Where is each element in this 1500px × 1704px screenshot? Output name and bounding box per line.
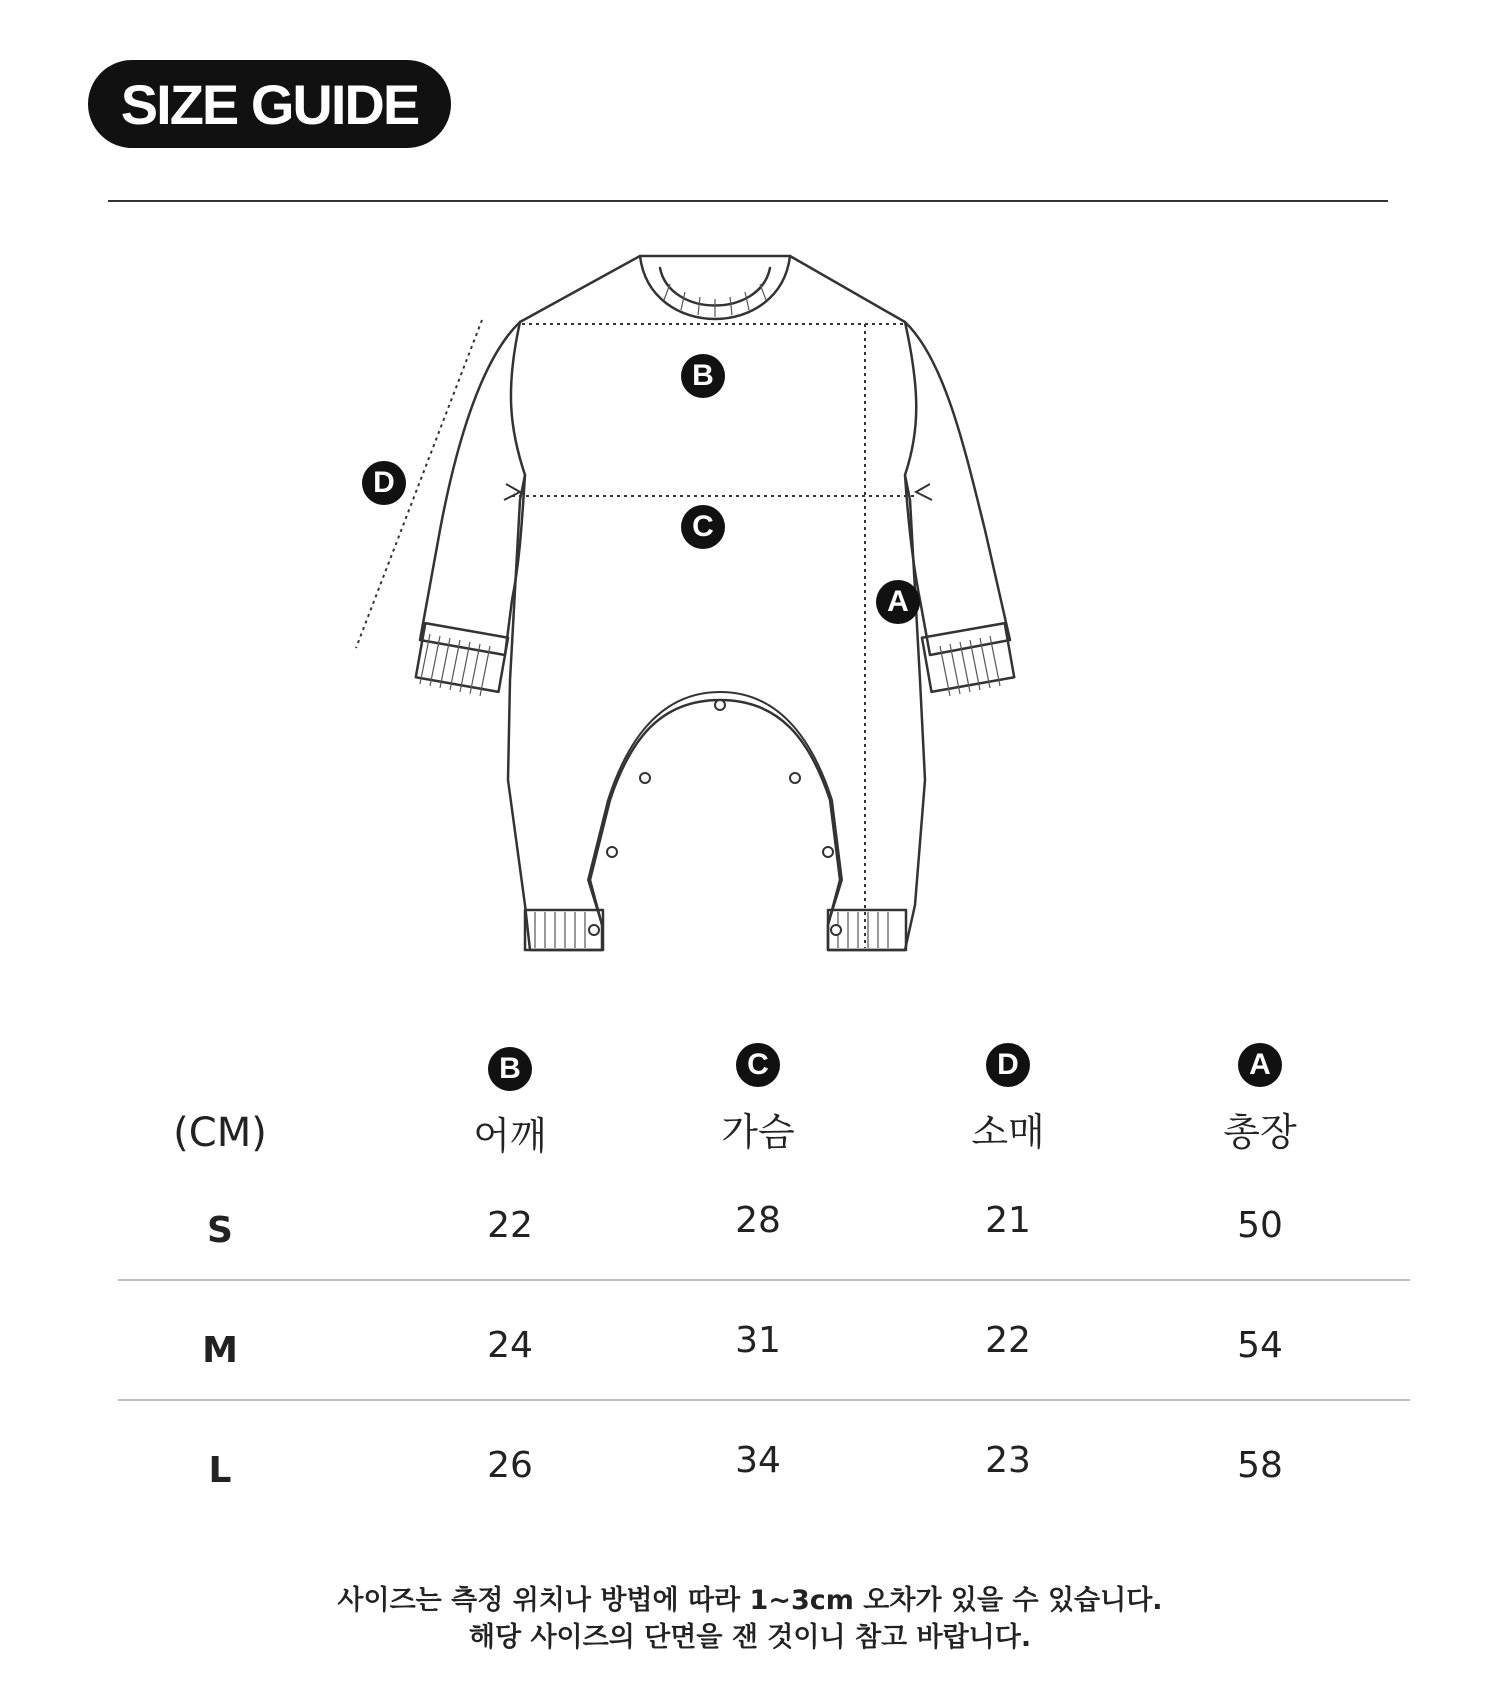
snap-button <box>607 847 617 857</box>
measurement-note-2: 해당 사이즈의 단면을 잰 것이니 참고 바랍니다. <box>468 1622 1032 1653</box>
snap-button <box>589 925 599 935</box>
marker-b-diagram: B <box>681 354 725 398</box>
marker-a-column: A <box>1238 1043 1282 1087</box>
left-sleeve-outline <box>420 322 525 655</box>
table-cell: 21 <box>985 1200 1031 1241</box>
marker-d-column: D <box>986 1043 1030 1087</box>
row-divider <box>118 1279 1410 1281</box>
snap-button <box>640 773 650 783</box>
table-cell: 58 <box>1237 1445 1283 1486</box>
snap-button <box>831 925 841 935</box>
unit-label: (CM) <box>173 1110 267 1156</box>
size-label-l: L <box>208 1450 232 1491</box>
measurement-note-1: 사이즈는 측정 위치나 방법에 따라 1~3cm 오차가 있을 수 있습니다. <box>337 1585 1163 1616</box>
snap-button <box>823 847 833 857</box>
marker-c-column: C <box>736 1043 780 1087</box>
size-label-m: M <box>202 1330 238 1371</box>
table-cell: 31 <box>735 1320 781 1361</box>
table-cell: 24 <box>487 1325 533 1366</box>
page-title: SIZE GUIDE <box>120 72 419 136</box>
column-header-length: 총장 <box>1223 1110 1297 1154</box>
marker-c-diagram: C <box>681 505 725 549</box>
column-header-shoulder: 어깨 <box>473 1114 547 1158</box>
table-cell: 22 <box>487 1205 533 1246</box>
marker-d-diagram: D <box>362 461 406 505</box>
size-label-s: S <box>207 1210 233 1251</box>
table-cell: 28 <box>735 1200 781 1241</box>
marker-b-column: B <box>488 1047 532 1091</box>
column-header-chest: 가슴 <box>721 1110 795 1154</box>
table-cell: 54 <box>1237 1325 1283 1366</box>
table-cell: 34 <box>735 1440 781 1481</box>
table-cell: 22 <box>985 1320 1031 1361</box>
snap-button <box>790 773 800 783</box>
marker-a-diagram: A <box>876 580 920 624</box>
snap-button <box>715 700 725 710</box>
table-cell: 26 <box>487 1445 533 1486</box>
column-header-sleeve: 소매 <box>971 1110 1045 1154</box>
table-cell: 50 <box>1237 1205 1283 1246</box>
row-divider <box>118 1399 1410 1401</box>
table-cell: 23 <box>985 1440 1031 1481</box>
